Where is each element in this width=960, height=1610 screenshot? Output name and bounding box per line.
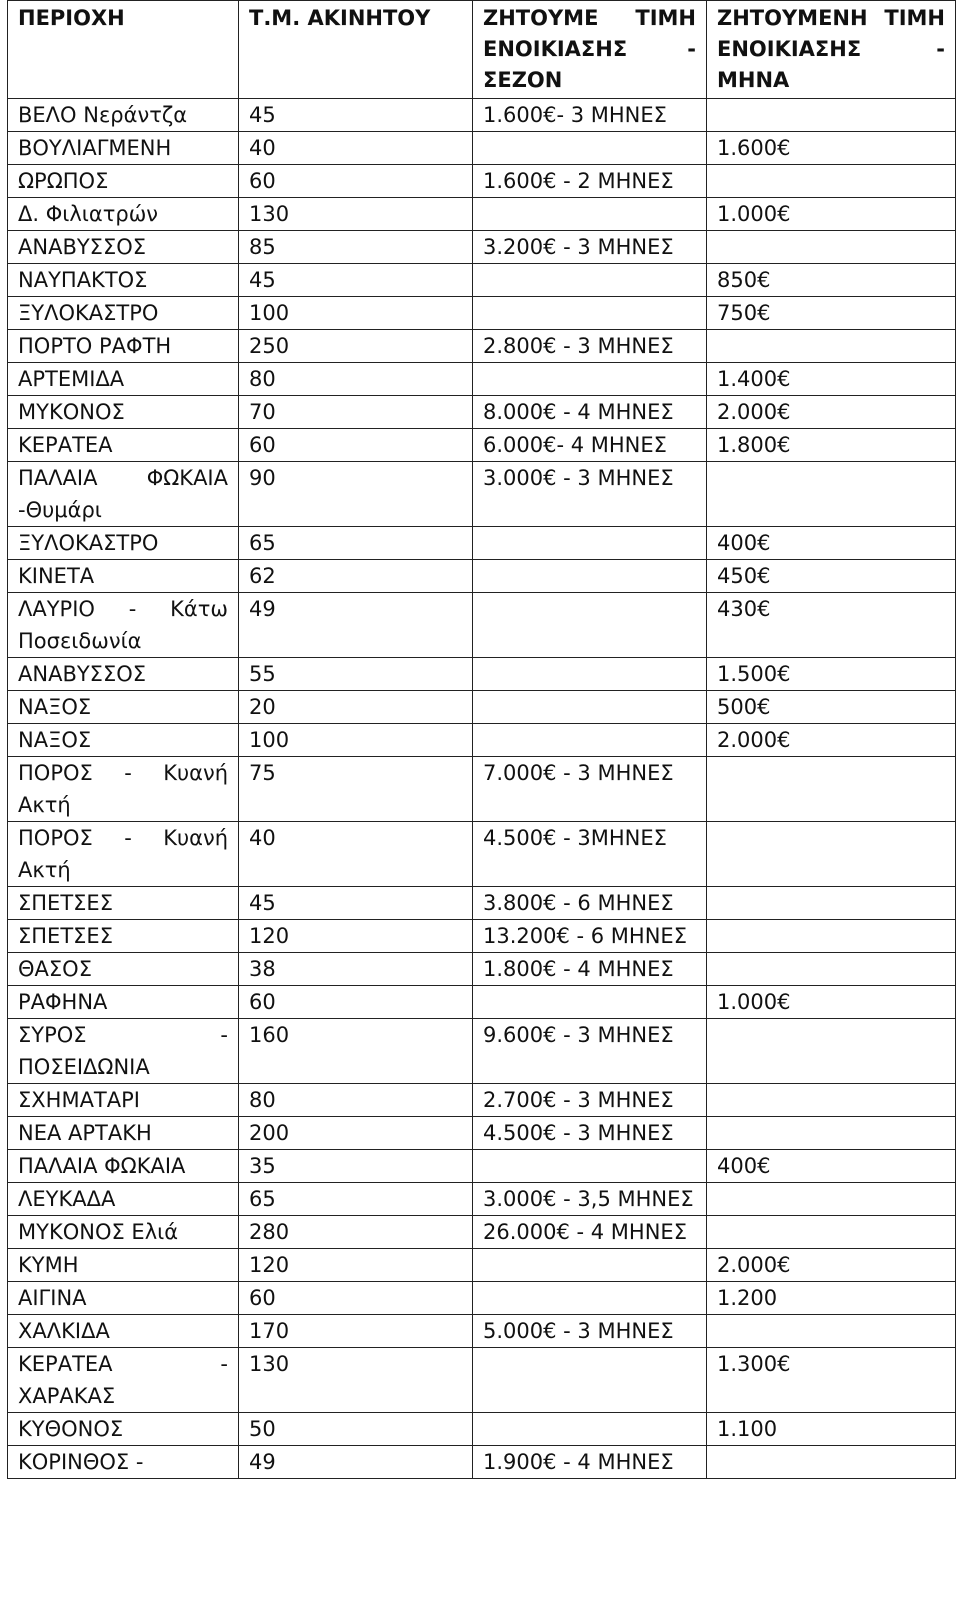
cell-sqm: 280 — [239, 1216, 473, 1249]
cell-area: ΒΟΥΛΙΑΓΜΕΝΗ — [8, 132, 239, 165]
table-row — [8, 231, 956, 264]
cell-sqm: 49 — [239, 1446, 473, 1479]
cell-season-price: 8.000€ - 4 ΜΗΝΕΣ — [473, 396, 707, 429]
cell-season-price — [473, 658, 707, 691]
cell-season-price: 1.900€ - 4 ΜΗΝΕΣ — [473, 1446, 707, 1479]
cell-sqm: 200 — [239, 1117, 473, 1150]
cell-season-price: 4.500€ - 3ΜΗΝΕΣ — [473, 822, 707, 887]
cell-season-price: 13.200€ - 6 ΜΗΝΕΣ — [473, 920, 707, 953]
cell-area: Δ. Φιλιατρών — [8, 198, 239, 231]
table-row — [8, 953, 956, 986]
cell-sqm: 40 — [239, 822, 473, 887]
cell-area: ΛΕΥΚΑΔΑ — [8, 1183, 239, 1216]
cell-season-price — [473, 527, 707, 560]
cell-area: ΑΝΑΒΥΣΣΟΣ — [8, 231, 239, 264]
cell-season-price — [473, 1413, 707, 1446]
table-row — [8, 1413, 956, 1446]
cell-month-price — [707, 953, 956, 986]
cell-sqm: 90 — [239, 462, 473, 527]
cell-sqm: 160 — [239, 1019, 473, 1084]
cell-area: ΣΧΗΜΑΤΑΡΙ — [8, 1084, 239, 1117]
cell-sqm: 80 — [239, 363, 473, 396]
cell-sqm: 120 — [239, 1249, 473, 1282]
table-row — [8, 99, 956, 132]
cell-sqm: 40 — [239, 132, 473, 165]
cell-area: ΧΑΛΚΙΔΑ — [8, 1315, 239, 1348]
cell-season-price — [473, 691, 707, 724]
cell-season-price — [473, 297, 707, 330]
cell-sqm: 65 — [239, 1183, 473, 1216]
table-row — [8, 1183, 956, 1216]
table-row — [8, 330, 956, 363]
cell-sqm: 250 — [239, 330, 473, 363]
cell-season-price — [473, 1249, 707, 1282]
cell-sqm: 75 — [239, 757, 473, 822]
cell-sqm: 85 — [239, 231, 473, 264]
table-row — [8, 887, 956, 920]
table-row — [8, 1150, 956, 1183]
cell-area: ΛΑΥΡΙΟ - Κάτω Ποσειδωνία — [8, 593, 239, 658]
cell-sqm: 55 — [239, 658, 473, 691]
cell-sqm: 130 — [239, 198, 473, 231]
table-row — [8, 264, 956, 297]
cell-area: ΚΕΡΑΤΕΑ - ΧΑΡΑΚΑΣ — [8, 1348, 239, 1413]
cell-month-price — [707, 165, 956, 198]
cell-season-price: 3.200€ - 3 ΜΗΝΕΣ — [473, 231, 707, 264]
cell-month-price: 400€ — [707, 527, 956, 560]
cell-month-price — [707, 1084, 956, 1117]
cell-area: ΜΥΚΟΝΟΣ Ελιά — [8, 1216, 239, 1249]
cell-sqm: 60 — [239, 986, 473, 1019]
cell-area: ΑΝΑΒΥΣΣΟΣ — [8, 658, 239, 691]
rental-prices-table — [7, 0, 956, 1479]
table-row — [8, 920, 956, 953]
cell-month-price — [707, 231, 956, 264]
cell-month-price: 1.200 — [707, 1282, 956, 1315]
cell-season-price — [473, 198, 707, 231]
cell-area: ΚΟΡΙΝΘΟΣ - — [8, 1446, 239, 1479]
cell-area: ΝΑΞΟΣ — [8, 724, 239, 757]
table-row — [8, 1084, 956, 1117]
cell-sqm: 62 — [239, 560, 473, 593]
cell-month-price: 1.800€ — [707, 429, 956, 462]
cell-season-price — [473, 724, 707, 757]
cell-season-price: 7.000€ - 3 ΜΗΝΕΣ — [473, 757, 707, 822]
header-sqm: Τ.Μ. ΑΚΙΝΗΤΟΥ — [239, 1, 473, 99]
cell-sqm: 65 — [239, 527, 473, 560]
cell-month-price — [707, 1446, 956, 1479]
cell-area: ΚΙΝΕΤΑ — [8, 560, 239, 593]
cell-area: ΝΕΑ ΑΡΤΑΚΗ — [8, 1117, 239, 1150]
cell-area: ΣΥΡΟΣ - ΠΟΣΕΙΔΩΝΙΑ — [8, 1019, 239, 1084]
cell-sqm: 20 — [239, 691, 473, 724]
cell-month-price — [707, 330, 956, 363]
table-row — [8, 1249, 956, 1282]
cell-season-price: 3.000€ - 3,5 ΜΗΝΕΣ — [473, 1183, 707, 1216]
cell-season-price — [473, 363, 707, 396]
table-row — [8, 297, 956, 330]
cell-area: ΣΠΕΤΣΕΣ — [8, 920, 239, 953]
cell-month-price: 750€ — [707, 297, 956, 330]
cell-area: ΚΥΜΗ — [8, 1249, 239, 1282]
cell-month-price — [707, 99, 956, 132]
header-area: ΠΕΡΙΟΧΗ — [8, 1, 239, 99]
cell-season-price — [473, 1348, 707, 1413]
cell-area: ΘΑΣΟΣ — [8, 953, 239, 986]
cell-season-price: 1.600€ - 2 ΜΗΝΕΣ — [473, 165, 707, 198]
table-row — [8, 1282, 956, 1315]
table-row — [8, 429, 956, 462]
table-row — [8, 1348, 956, 1413]
cell-season-price: 26.000€ - 4 ΜΗΝΕΣ — [473, 1216, 707, 1249]
cell-month-price — [707, 822, 956, 887]
cell-sqm: 60 — [239, 429, 473, 462]
cell-season-price: 5.000€ - 3 ΜΗΝΕΣ — [473, 1315, 707, 1348]
table-body — [8, 99, 956, 1479]
cell-season-price — [473, 132, 707, 165]
table-row — [8, 198, 956, 231]
cell-season-price — [473, 560, 707, 593]
cell-area: ΠΑΛΑΙΑ ΦΩΚΑΙΑ — [8, 1150, 239, 1183]
cell-season-price — [473, 264, 707, 297]
table-row — [8, 822, 956, 887]
cell-sqm: 35 — [239, 1150, 473, 1183]
cell-sqm: 49 — [239, 593, 473, 658]
cell-season-price: 2.700€ - 3 ΜΗΝΕΣ — [473, 1084, 707, 1117]
table-row — [8, 1216, 956, 1249]
cell-month-price — [707, 757, 956, 822]
cell-area: ΒΕΛΟ Νεράντζα — [8, 99, 239, 132]
cell-season-price — [473, 593, 707, 658]
cell-area: ΞΥΛΟΚΑΣΤΡΟ — [8, 527, 239, 560]
cell-month-price: 430€ — [707, 593, 956, 658]
cell-sqm: 100 — [239, 297, 473, 330]
cell-month-price — [707, 887, 956, 920]
cell-month-price: 1.100 — [707, 1413, 956, 1446]
cell-area: ΠΟΡΟΣ - Κυανή Ακτή — [8, 822, 239, 887]
cell-month-price: 1.500€ — [707, 658, 956, 691]
cell-area: ΡΑΦΗΝΑ — [8, 986, 239, 1019]
cell-month-price: 1.300€ — [707, 1348, 956, 1413]
cell-month-price: 1.600€ — [707, 132, 956, 165]
cell-sqm: 60 — [239, 165, 473, 198]
cell-month-price: 2.000€ — [707, 724, 956, 757]
table-row — [8, 724, 956, 757]
cell-season-price: 9.600€ - 3 ΜΗΝΕΣ — [473, 1019, 707, 1084]
table-row — [8, 165, 956, 198]
table-row — [8, 560, 956, 593]
cell-sqm: 70 — [239, 396, 473, 429]
cell-sqm: 170 — [239, 1315, 473, 1348]
table-row — [8, 1446, 956, 1479]
table-row — [8, 691, 956, 724]
cell-sqm: 45 — [239, 887, 473, 920]
cell-season-price: 1.600€- 3 ΜΗΝΕΣ — [473, 99, 707, 132]
cell-sqm: 38 — [239, 953, 473, 986]
cell-area: ΑΡΤΕΜΙΔΑ — [8, 363, 239, 396]
cell-month-price: 850€ — [707, 264, 956, 297]
cell-month-price: 450€ — [707, 560, 956, 593]
cell-season-price: 2.800€ - 3 ΜΗΝΕΣ — [473, 330, 707, 363]
cell-sqm: 60 — [239, 1282, 473, 1315]
cell-month-price — [707, 1315, 956, 1348]
cell-area: ΚΥΘΟΝΟΣ — [8, 1413, 239, 1446]
cell-month-price: 500€ — [707, 691, 956, 724]
cell-sqm: 130 — [239, 1348, 473, 1413]
cell-area: ΞΥΛΟΚΑΣΤΡΟ — [8, 297, 239, 330]
cell-month-price: 1.400€ — [707, 363, 956, 396]
table-row — [8, 986, 956, 1019]
cell-month-price — [707, 1216, 956, 1249]
table-row — [8, 593, 956, 658]
cell-sqm: 45 — [239, 264, 473, 297]
cell-month-price — [707, 920, 956, 953]
cell-month-price — [707, 1183, 956, 1216]
cell-month-price — [707, 1019, 956, 1084]
cell-month-price: 1.000€ — [707, 198, 956, 231]
cell-area: ΝΑΞΟΣ — [8, 691, 239, 724]
cell-sqm: 50 — [239, 1413, 473, 1446]
cell-sqm: 80 — [239, 1084, 473, 1117]
table-row — [8, 396, 956, 429]
cell-month-price: 400€ — [707, 1150, 956, 1183]
header-season-price: ΖΗΤΟΥΜΕ ΤΙΜΗ ΕΝΟΙΚΙΑΣΗΣ - ΣΕΖΟΝ — [473, 1, 707, 99]
cell-area: ΣΠΕΤΣΕΣ — [8, 887, 239, 920]
table-row — [8, 1315, 956, 1348]
cell-season-price — [473, 1150, 707, 1183]
cell-season-price: 3.800€ - 6 ΜΗΝΕΣ — [473, 887, 707, 920]
table-row — [8, 1019, 956, 1084]
table-header-row — [8, 1, 956, 99]
cell-month-price: 2.000€ — [707, 1249, 956, 1282]
table-row — [8, 462, 956, 527]
cell-month-price: 1.000€ — [707, 986, 956, 1019]
cell-area: ΑΙΓΙΝΑ — [8, 1282, 239, 1315]
cell-area: ΚΕΡΑΤΕΑ — [8, 429, 239, 462]
cell-season-price — [473, 1282, 707, 1315]
cell-area: ΠΑΛΑΙΑ ΦΩΚΑΙΑ -Θυμάρι — [8, 462, 239, 527]
cell-month-price — [707, 1117, 956, 1150]
cell-month-price: 2.000€ — [707, 396, 956, 429]
table-row — [8, 527, 956, 560]
cell-area: ΝΑΥΠΑΚΤΟΣ — [8, 264, 239, 297]
cell-season-price: 1.800€ - 4 ΜΗΝΕΣ — [473, 953, 707, 986]
cell-season-price: 3.000€ - 3 ΜΗΝΕΣ — [473, 462, 707, 527]
cell-sqm: 100 — [239, 724, 473, 757]
cell-sqm: 45 — [239, 99, 473, 132]
cell-season-price: 4.500€ - 3 ΜΗΝΕΣ — [473, 1117, 707, 1150]
table-row — [8, 132, 956, 165]
table-row — [8, 1117, 956, 1150]
cell-season-price: 6.000€- 4 ΜΗΝΕΣ — [473, 429, 707, 462]
table-row — [8, 757, 956, 822]
cell-area: ΩΡΩΠΟΣ — [8, 165, 239, 198]
cell-area: ΜΥΚΟΝΟΣ — [8, 396, 239, 429]
cell-month-price — [707, 462, 956, 527]
cell-area: ΠΟΡΤΟ ΡΑΦΤΗ — [8, 330, 239, 363]
cell-sqm: 120 — [239, 920, 473, 953]
table-row — [8, 363, 956, 396]
header-month-price: ΖΗΤΟΥΜΕΝΗ ΤΙΜΗ ΕΝΟΙΚΙΑΣΗΣ - ΜΗΝΑ — [707, 1, 956, 99]
table-row — [8, 658, 956, 691]
cell-area: ΠΟΡΟΣ - Κυανή Ακτή — [8, 757, 239, 822]
cell-season-price — [473, 986, 707, 1019]
